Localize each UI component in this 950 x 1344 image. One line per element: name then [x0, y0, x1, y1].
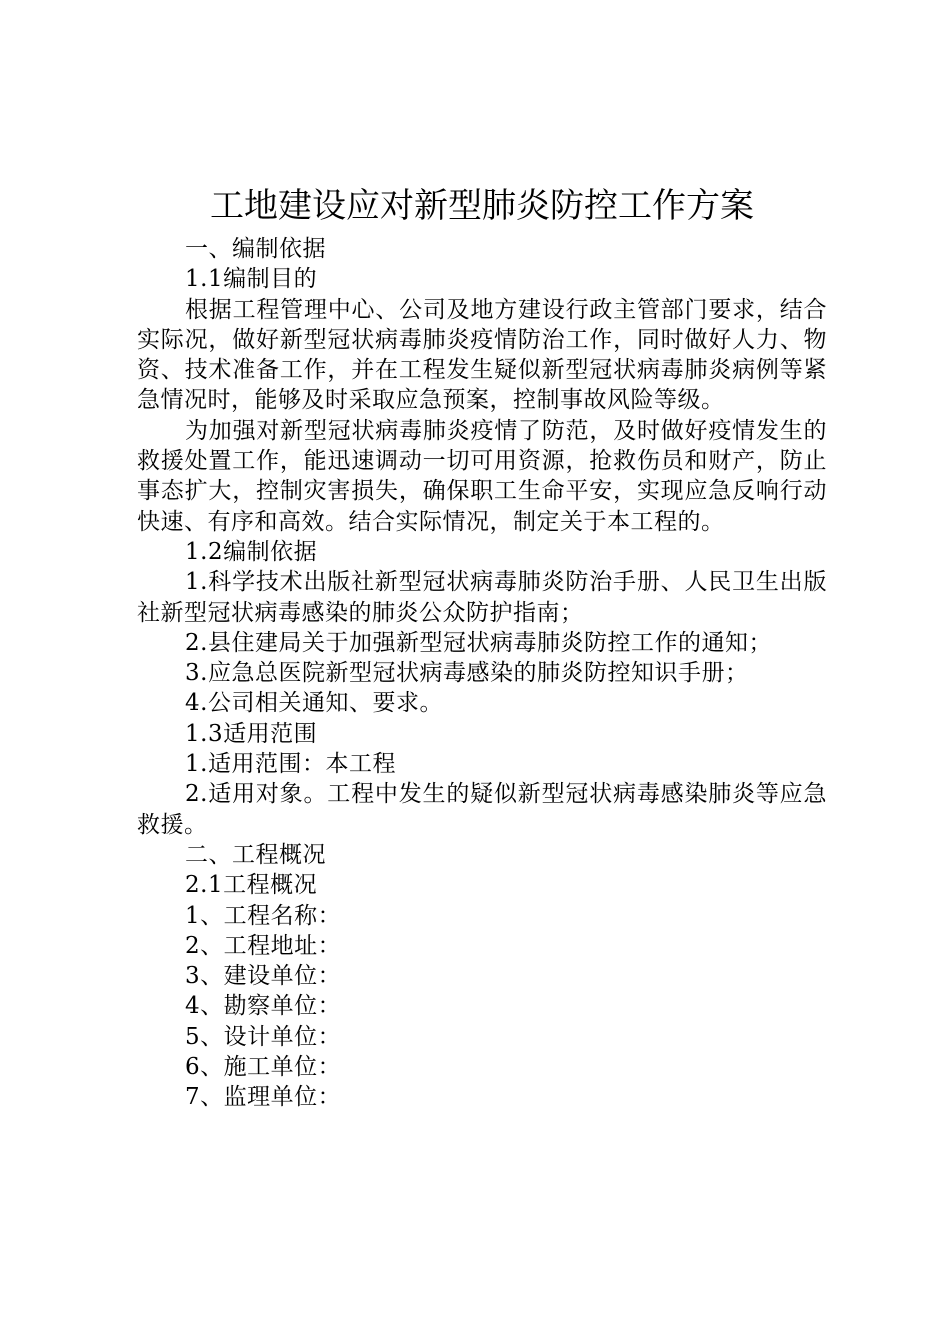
subsection-heading-1-1: 1.1编制目的 — [185, 266, 318, 293]
basis-item-2: 2.县住建局关于加强新型冠状病毒肺炎防控工作的通知； — [185, 629, 772, 656]
purpose-paragraph: 根据工程管理中心、公司及地方建设行政主管部门要求，结合实际况，做好新型冠状病毒肺炎疫情防治工作，同时做好人力、物资、技术准备工作，并在工程发生疑似新型冠状病毒肺炎病例等紧急情况时，能够及时采取应急预案，控制事故风险等级。 — [137, 296, 827, 414]
prevention-paragraph: 为加强对新型冠状病毒肺炎疫情了防范，及时做好疫情发生的救援处置工作，能迅速调动一切可用资源，抢救伤员和财产，防止事态扩大，控制灾害损失，确保职工生命平安，实现应急反响行动快速、有序和高效。结合实际情况，制定关于本工程的。 — [137, 417, 827, 535]
supervision-unit-field: 7、监理单位： — [185, 1084, 342, 1111]
contractor-unit-field: 6、施工单位： — [185, 1054, 342, 1081]
basis-item-1: 1.科学技术出版社新型冠状病毒肺炎防治手册、人民卫生出版社新型冠状病毒感染的肺炎公众防护指南； — [137, 569, 827, 626]
design-unit-field: 5、设计单位： — [185, 1023, 342, 1050]
basis-item-4: 4.公司相关通知、要求。 — [185, 690, 443, 717]
section-heading-2: 二、工程概况 — [185, 841, 326, 868]
survey-unit-field: 4、勘察单位： — [185, 993, 342, 1020]
scope-item-2: 2.适用对象。工程中发生的疑似新型冠状病毒感染肺炎等应急救援。 — [137, 781, 827, 838]
scope-item-1: 1.适用范围：本工程 — [185, 751, 396, 778]
section-heading-1: 一、编制依据 — [185, 236, 326, 262]
construction-unit-field: 3、建设单位： — [185, 963, 342, 990]
project-name-field: 1、工程名称： — [185, 902, 342, 929]
document-title: 工地建设应对新型肺炎防控工作方案 — [210, 186, 754, 226]
basis-item-3: 3.应急总医院新型冠状病毒感染的肺炎防控知识手册； — [185, 660, 749, 687]
subsection-heading-2-1: 2.1工程概况 — [185, 872, 318, 899]
subsection-heading-1-2: 1.2编制依据 — [185, 538, 318, 565]
project-address-field: 2、工程地址： — [185, 932, 342, 959]
subsection-heading-1-3: 1.3适用范围 — [185, 720, 318, 747]
document-page — [137, 178, 827, 1113]
